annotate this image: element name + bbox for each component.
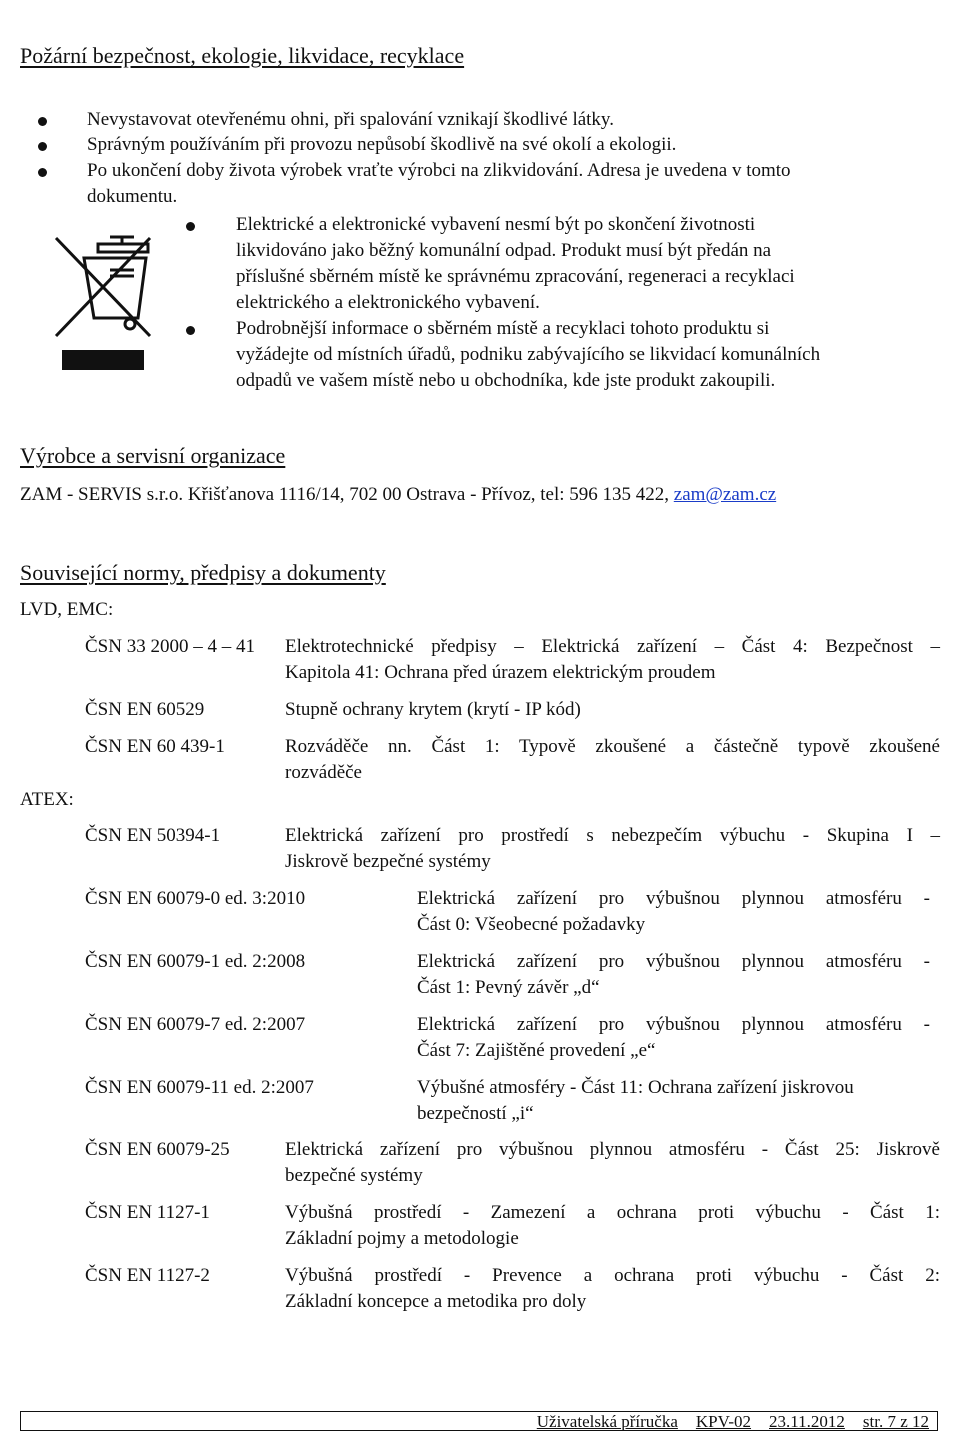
norm-description: Rozváděče nn. Část 1: Typově zkoušené a částečně typově zkoušené [285, 736, 940, 757]
norm-description: Elektrická zařízení pro výbušnou plynnou atmosféru - [417, 951, 930, 972]
norm-code: ČSN EN 60529 [85, 699, 205, 720]
norm-description: Elektrická zařízení pro výbušnou plynnou atmosféru - Část 25: Jiskrově [285, 1139, 940, 1160]
weee-bullet-line: likvidováno jako běžný komunální odpad. Produkt musí být předán na [236, 240, 772, 261]
norm-description-continued: Základní koncepce a metodika pro doly [285, 1291, 587, 1312]
bullet-text-continued: dokumentu. [87, 186, 178, 207]
norm-description-continued: Základní pojmy a metodologie [285, 1228, 519, 1249]
norm-code: ČSN EN 50394-1 [85, 825, 221, 846]
norm-description: Elektrotechnické předpisy – Elektrická zařízení – Část 4: Bezpečnost – [285, 636, 940, 657]
norm-description-continued: rozváděče [285, 762, 362, 783]
norm-description-continued: Jiskrově bezpečné systémy [285, 851, 491, 872]
page-footer [20, 1411, 938, 1431]
footer-date: 23.11.2012 [769, 1412, 845, 1431]
bullet-text: Správným používáním při provozu nepůsobí škodlivě na své okolí a ekologii. [87, 134, 677, 155]
norm-code: ČSN EN 60079-11 ed. 2:2007 [85, 1077, 314, 1098]
norm-description-continued: bezpečné systémy [285, 1165, 423, 1186]
footer-model: KPV-02 [695, 1412, 752, 1431]
norm-description: Výbušná prostředí - Prevence a ochrana proti výbuchu - Část 2: [285, 1265, 940, 1286]
norm-description: Elektrická zařízení pro výbušnou plynnou atmosféru - [417, 888, 930, 909]
weee-bullet-line: vyžádejte od místních úřadů, podniku zabývajícího se likvidací komunálních [236, 344, 821, 365]
bullet-text: Po ukončení doby života výrobek vraťte výrobci na zlikvidování. Adresa je uvedena v tomto [87, 160, 791, 181]
footer-doc-type: Uživatelská příručka [536, 1412, 678, 1431]
manufacturer-address [20, 482, 776, 508]
norm-description: Elektrická zařízení pro výbušnou plynnou atmosféru - [417, 1014, 930, 1035]
bullet-dot [38, 117, 47, 126]
norm-description-continued: Část 7: Zajištěné provedení „e“ [417, 1040, 656, 1061]
norm-description: Stupně ochrany krytem (krytí - IP kód) [285, 699, 581, 720]
weee-bullet-line: Elektrické a elektronické vybavení nesmí být po skončení životnosti [236, 214, 756, 235]
norm-description-continued: bezpečností „i“ [417, 1103, 534, 1124]
norm-description-continued: Část 0: Všeobecné požadavky [417, 914, 646, 935]
norm-description: Elektrická zařízení pro prostředí s nebezpečím výbuchu - Skupina I – [285, 825, 940, 846]
weee-bullet-line: odpadů ve vašem místě nebo u obchodníka, kde jste produkt zakoupili. [236, 370, 776, 391]
bullet-dot [38, 142, 47, 151]
atex-label: ATEX: [20, 789, 74, 810]
address-text: ZAM - SERVIS s.r.o. Křišťanova 1116/14, 702 00 Ostrava - Přívoz, tel: 596 135 422, [20, 484, 670, 505]
norm-code: ČSN EN 60079-0 ed. 3:2010 [85, 888, 306, 909]
norm-code: ČSN EN 60079-7 ed. 2:2007 [85, 1014, 306, 1035]
norm-description: Výbušná prostředí - Zamezení a ochrana proti výbuchu - Část 1: [285, 1202, 940, 1223]
norm-code: ČSN EN 60079-25 [85, 1139, 230, 1160]
bullet-dot [38, 168, 47, 177]
crossed-out-wheelie-bin-icon [50, 232, 154, 372]
norm-code: ČSN 33 2000 – 4 – 41 [85, 636, 255, 657]
bullet-dot [186, 326, 195, 335]
norm-code: ČSN EN 60 439-1 [85, 736, 225, 757]
norm-description-continued: Kapitola 41: Ochrana před úrazem elektrickým proudem [285, 662, 716, 683]
norm-code: ČSN EN 1127-1 [85, 1202, 210, 1223]
bullet-text: Nevystavovat otevřenému ohni, při spalování vznikají škodlivé látky. [87, 109, 614, 130]
email-link[interactable]: zam@zam.cz [673, 484, 777, 505]
norm-description-continued: Část 1: Pevný závěr „d“ [417, 977, 600, 998]
footer-page-number: str. 7 z 12 [862, 1412, 929, 1431]
bullet-dot [186, 222, 195, 231]
section-title-fire-safety: Požární bezpečnost, ekologie, likvidace, recyklace [20, 43, 465, 68]
norm-description: Výbušné atmosféry - Část 11: Ochrana zařízení jiskrovou [417, 1077, 854, 1098]
section-title-manufacturer: Výrobce a servisní organizace [20, 443, 286, 468]
weee-bullet-line: příslušné sběrném místě ke správnému zpracování, regeneraci a recyklaci [236, 266, 795, 287]
lvd-emc-label: LVD, EMC: [20, 599, 114, 620]
section-title-norms: Související normy, předpisy a dokumenty [20, 560, 386, 585]
weee-bullet-line: elektrického a elektronického vybavení. [236, 292, 540, 313]
weee-bullet-line: Podrobnější informace o sběrném místě a recyklaci tohoto produktu si [236, 318, 770, 339]
norm-code: ČSN EN 60079-1 ed. 2:2008 [85, 951, 306, 972]
norm-code: ČSN EN 1127-2 [85, 1265, 210, 1286]
